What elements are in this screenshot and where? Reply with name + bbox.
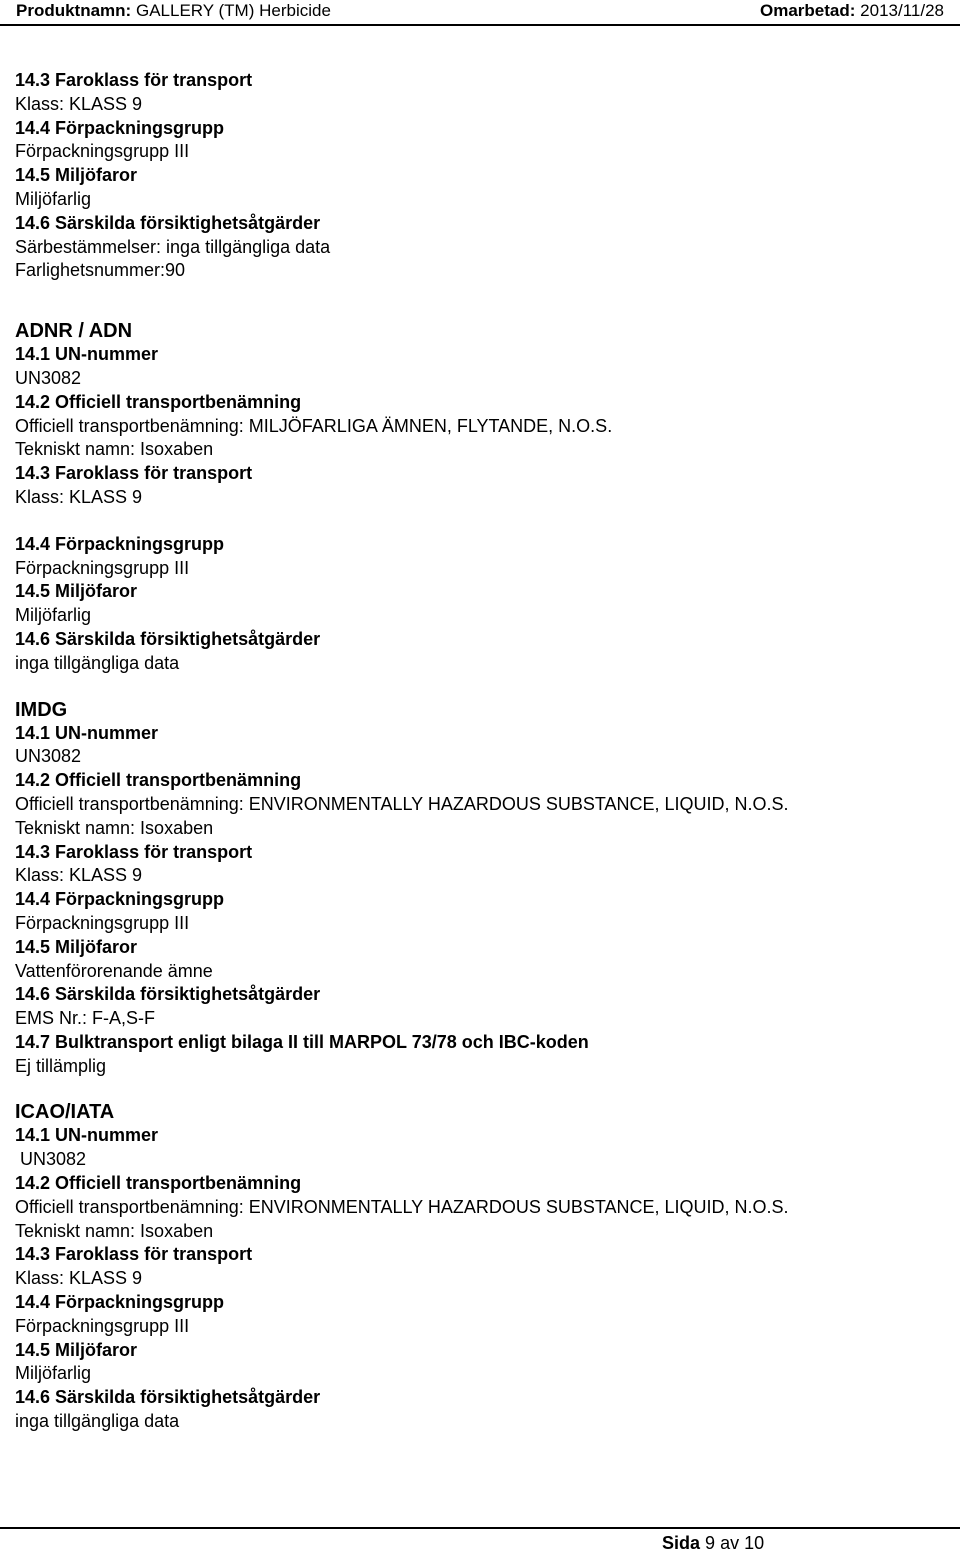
heading-14-3: 14.3 Faroklass för transport [15,70,253,90]
revision-date-label: Omarbetad: [760,1,856,20]
heading-14-4: 14.4 Förpackningsgrupp [15,1292,225,1313]
value-14-4: Förpackningsgrupp III [15,1315,190,1336]
value-14-3: Klass: KLASS 9 [15,1268,143,1289]
header-divider [0,24,960,26]
heading-14-5: 14.5 Miljöfaror [15,936,138,957]
product-name-label: Produktnamn: [16,1,132,20]
page-label: Sida [662,1533,701,1553]
section-title-icao-iata: ICAO/IATA [15,1101,115,1124]
footer-divider [0,1527,960,1529]
value-14-1: UN3082 [15,367,82,388]
revision-date-value: 2013/11/28 [860,1,944,20]
heading-14-3: 14.3 Faroklass för transport [15,1244,253,1265]
heading-14-7: 14.7 Bulktransport enligt bilaga II till MARPOL 73/78 och IBC-koden [15,1031,589,1052]
section-title-imdg: IMDG [15,698,68,721]
heading-14-5: 14.5 Miljöfaror [15,581,138,602]
value-14-2: Officiell transportbenämning: MILJÖFARLIGA ÄMNEN, FLYTANDE, N.O.S. [15,415,613,436]
value-14-7: Ej tillämplig [15,1055,107,1076]
spacer [15,676,950,698]
spacer [15,283,950,319]
heading-14-3: 14.3 Faroklass för transport [15,841,253,862]
heading-14-1: 14.1 UN-nummer [15,722,159,743]
value-14-6-hazard-number: Farlighetsnummer:90 [15,260,186,281]
section-imdg [15,698,950,1079]
product-name-value: GALLERY (TM) Herbicide [135,1,331,20]
value-14-5: Miljöfarlig [15,605,92,626]
heading-14-5: 14.5 Miljöfaror [15,165,138,186]
page-total: 10 [744,1533,765,1553]
heading-14-5: 14.5 Miljöfaror [15,1339,138,1360]
value-14-2-technical-name: Tekniskt namn: Isoxaben [15,439,214,460]
value-14-1: UN3082 [15,1149,87,1170]
heading-14-4: 14.4 Förpackningsgrupp [15,533,225,554]
heading-14-6: 14.6 Särskilda försiktighetsåtgärder [15,212,321,233]
value-14-6: inga tillgängliga data [15,1411,180,1432]
value-14-6-special-provisions: Särbestämmelser: inga tillgängliga data [15,236,331,257]
value-14-5: Miljöfarlig [15,1363,92,1384]
heading-14-1: 14.1 UN-nummer [15,344,159,365]
spacer [15,510,950,533]
value-14-4: Förpackningsgrupp III [15,912,190,933]
spacer [15,1078,950,1100]
value-14-1: UN3082 [15,746,82,767]
value-14-5: Miljöfarlig [15,188,92,209]
value-14-6: inga tillgängliga data [15,652,180,673]
heading-14-2: 14.2 Officiell transportbenämning [15,391,302,412]
heading-14-6: 14.6 Särskilda försiktighetsåtgärder [15,984,321,1005]
page-header [0,0,960,22]
value-14-5: Vattenförorenande ämne [15,960,213,981]
section-adnr [15,319,950,675]
value-14-3: Klass: KLASS 9 [15,93,143,114]
value-14-2-technical-name: Tekniskt namn: Isoxaben [15,817,214,838]
section-continued [15,69,950,283]
revision-date [760,0,944,22]
heading-14-4: 14.4 Förpackningsgrupp [15,117,225,138]
heading-14-6: 14.6 Särskilda försiktighetsåtgärder [15,628,321,649]
heading-14-3: 14.3 Faroklass för transport [15,463,253,484]
heading-14-2: 14.2 Officiell transportbenämning [15,1173,302,1194]
page-of: av [720,1533,740,1553]
value-14-3: Klass: KLASS 9 [15,865,143,886]
value-14-2: Officiell transportbenämning: ENVIRONMENTALLY HAZARDOUS SUBSTANCE, LIQUID, N.O.S. [15,1196,789,1217]
value-14-4: Förpackningsgrupp III [15,141,190,162]
section-title-adnr: ADNR / ADN [15,320,133,343]
value-14-6: EMS Nr.: F-A,S-F [15,1008,156,1029]
heading-14-2: 14.2 Officiell transportbenämning [15,770,302,791]
heading-14-6: 14.6 Särskilda försiktighetsåtgärder [15,1387,321,1408]
document-body [15,69,950,1434]
product-name [16,0,331,22]
heading-14-1: 14.1 UN-nummer [15,1125,159,1146]
value-14-2-technical-name: Tekniskt namn: Isoxaben [15,1220,214,1241]
page-current: 9 [705,1533,716,1553]
page-number [662,1532,764,1554]
value-14-2: Officiell transportbenämning: ENVIRONMENTALLY HAZARDOUS SUBSTANCE, LIQUID, N.O.S. [15,793,789,814]
section-icao-iata [15,1100,950,1433]
heading-14-4: 14.4 Förpackningsgrupp [15,889,225,910]
value-14-4: Förpackningsgrupp III [15,557,190,578]
value-14-3: Klass: KLASS 9 [15,486,143,507]
